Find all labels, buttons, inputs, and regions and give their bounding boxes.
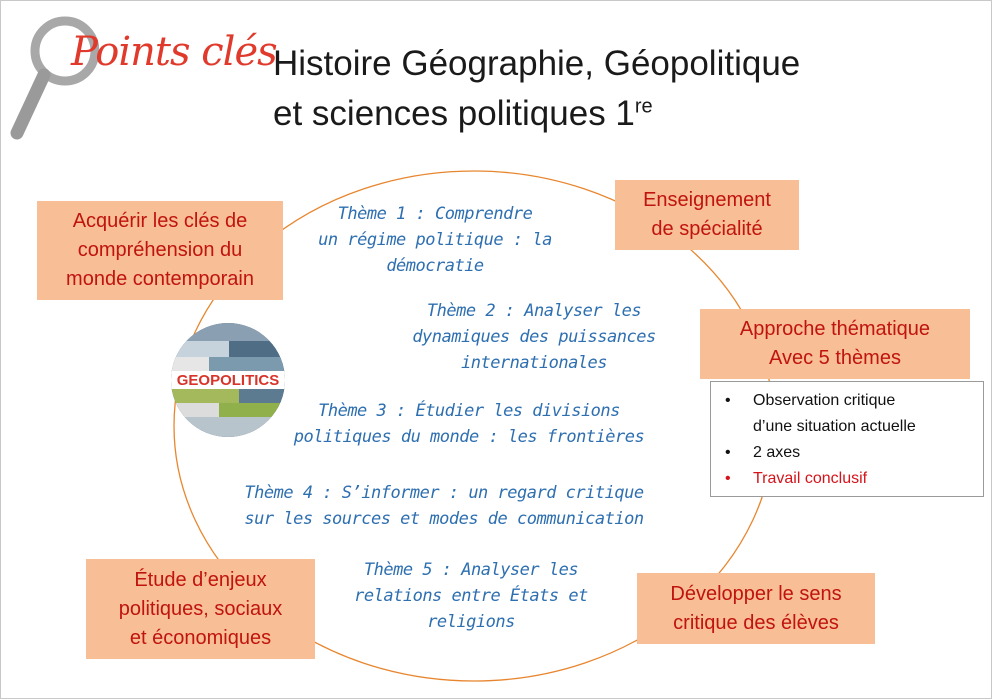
box-developper: Développer le sens critique des élèves xyxy=(637,573,875,644)
list-item: • 2 axes xyxy=(725,444,801,461)
theme-4: Thème 4 : S’informer : un regard critique sur les sources et modes de communication xyxy=(244,483,644,529)
theme-5: Thème 5 : Analyser les relations entre États et religions xyxy=(354,560,588,632)
geopolitics-label: GEOPOLITICS xyxy=(176,372,280,389)
box-approche: Approche thématique Avec 5 thèmes xyxy=(700,309,970,379)
theme-3: Thème 3 : Étudier les divisions politiques du monde : les frontières xyxy=(293,401,645,447)
box-enseignement: Enseignement de spécialité xyxy=(615,180,799,250)
page-title xyxy=(273,39,800,139)
title-line2: et sciences politiques 1re xyxy=(273,94,653,133)
box-acquerir: Acquérir les clés de compréhension du monde contemporain xyxy=(37,201,283,300)
title-superscript: re xyxy=(634,95,653,118)
theme-2: Thème 2 : Analyser les dynamiques des puissances internationales xyxy=(412,301,656,373)
list-item: • Travail conclusif xyxy=(725,470,868,487)
logo-text: Points clés xyxy=(71,29,277,75)
geopolitics-image xyxy=(169,321,287,439)
list-item: • Observation critique d’une situation actuelle xyxy=(725,392,916,435)
title-line1: Histoire Géographie, Géopolitique xyxy=(273,44,801,83)
theme-1: Thème 1 : Comprendre un régime politique : la démocratie xyxy=(318,204,552,276)
features-list xyxy=(710,381,984,497)
box-etude: Étude d’enjeux politiques, sociaux et économiques xyxy=(86,559,315,659)
